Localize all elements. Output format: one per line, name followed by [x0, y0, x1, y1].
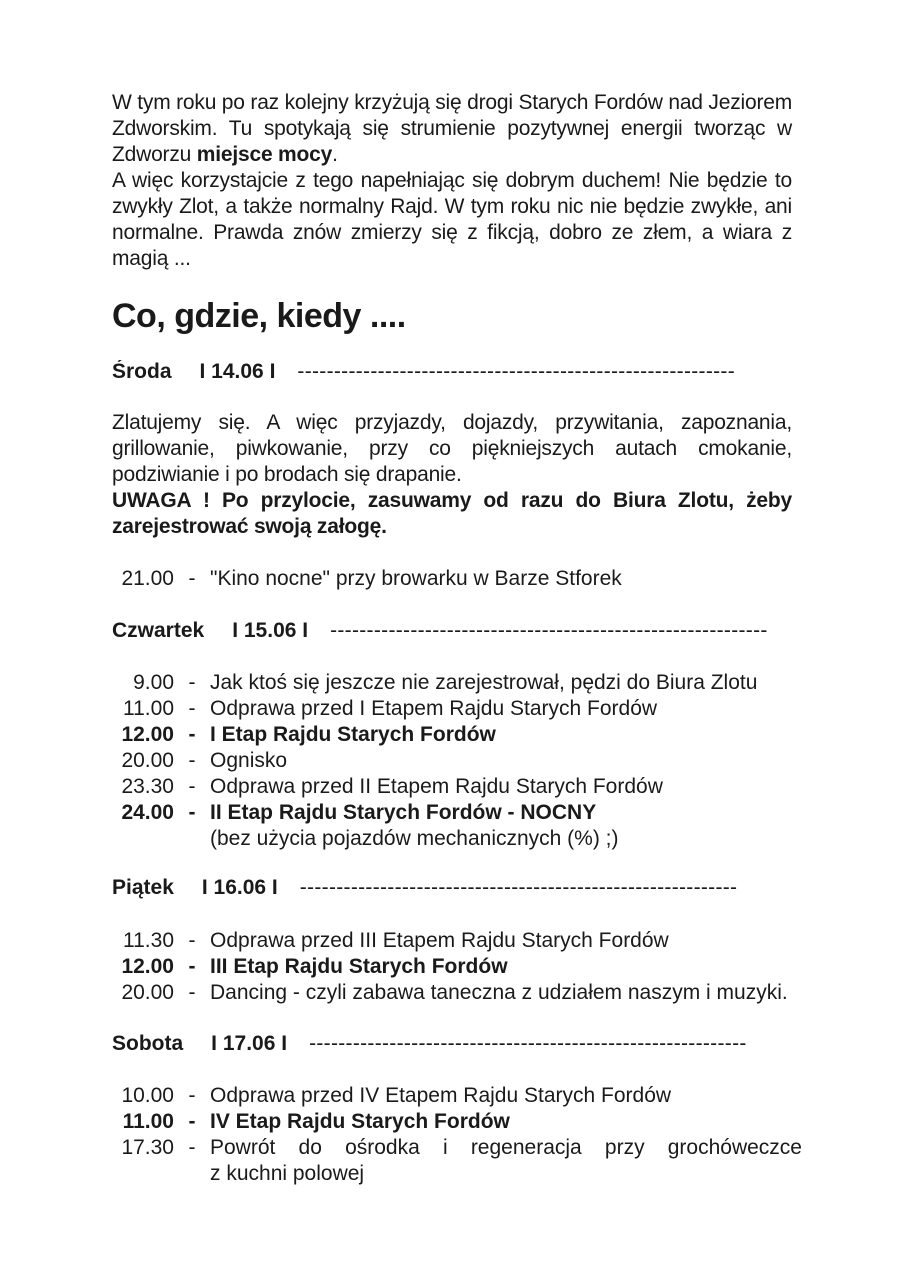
- dash-separator: ------------------------------------------------------------: [297, 360, 735, 383]
- event-separator: -: [188, 981, 196, 1004]
- day-name: Czwartek: [112, 619, 205, 642]
- event-text: Odprawa przed IV Etapem Rajdu Starych Fordów: [210, 1084, 672, 1107]
- schedule-row: [112, 670, 802, 696]
- schedule-row: [112, 748, 802, 774]
- event-text: "Kino nocne" przy browarku w Barze Stforek: [210, 567, 622, 590]
- intro-paragraph-1-end: .: [332, 143, 338, 166]
- event-separator: -: [188, 1136, 196, 1159]
- event-separator: -: [188, 929, 196, 952]
- event-time: 11.30: [123, 929, 174, 952]
- event-separator: -: [188, 723, 196, 746]
- schedule-row: [112, 774, 802, 800]
- schedule-czwartek: [112, 670, 802, 852]
- day-name: Środa: [112, 360, 172, 383]
- day-name: Sobota: [112, 1032, 184, 1055]
- event-text: III Etap Rajdu Starych Fordów: [210, 955, 508, 978]
- day-date: I 15.06 I: [232, 619, 309, 642]
- event-time: 17.30: [121, 1136, 174, 1159]
- event-separator: -: [188, 1110, 196, 1133]
- intro-section: [112, 90, 792, 272]
- event-separator: -: [188, 801, 196, 824]
- schedule-row-highlight: [112, 954, 802, 980]
- event-text: Odprawa przed II Etapem Rajdu Starych Fordów: [210, 775, 663, 798]
- event-separator: -: [188, 775, 196, 798]
- schedule-row: [112, 696, 802, 722]
- dash-separator: ------------------------------------------------------------: [330, 619, 768, 642]
- event-continuation: (bez użycia pojazdów mechanicznych (%) ;): [210, 827, 619, 850]
- event-separator: -: [188, 567, 196, 590]
- schedule-sobota: [112, 1083, 802, 1187]
- schedule-row: [112, 1135, 802, 1161]
- schedule-row-highlight: [112, 722, 802, 748]
- day-name: Piątek: [112, 876, 174, 899]
- intro-paragraph-2: A więc korzystajcie z tego napełniając się dobrym duchem! Nie będzie to zwykły Zlot, a także normalny Rajd. W tym roku nic nie będzie zwykłe, ani normalne. Prawda znów zmierzy się z fikcją, dobro ze złem, a wiara z magią ...: [112, 169, 792, 270]
- schedule-sroda: [112, 566, 802, 592]
- event-continuation: z kuchni polowej: [210, 1162, 365, 1185]
- schedule-row: [112, 980, 802, 1006]
- event-text: Ognisko: [210, 749, 288, 772]
- day-date: I 16.06 I: [201, 876, 278, 899]
- page-headline: Co, gdzie, kiedy ....: [112, 297, 406, 335]
- event-time: 10.00: [121, 1084, 174, 1107]
- schedule-row: [112, 1083, 802, 1109]
- schedule-row-highlight: [112, 800, 802, 826]
- event-text: I Etap Rajdu Starych Fordów: [210, 723, 496, 746]
- event-separator: -: [188, 749, 196, 772]
- event-text: II Etap Rajdu Starych Fordów - NOCNY: [210, 801, 597, 824]
- event-text: Powrót do ośrodka i regeneracja przy grochóweczce: [210, 1136, 802, 1159]
- day-date: I 17.06 I: [211, 1032, 288, 1055]
- event-time: 23.30: [121, 775, 174, 798]
- day-intro-sroda: [112, 410, 792, 540]
- day-intro-text: Zlatujemy się. A więc przyjazdy, dojazdy, przywitania, zapoznania, grillowanie, piwkowanie, przy co piękniejszych autach cmokanie, podziwianie i po brodach się drapanie.: [112, 411, 792, 486]
- event-text: Odprawa przed I Etapem Rajdu Starych Fordów: [210, 697, 658, 720]
- event-time: 11.00: [122, 1110, 174, 1133]
- schedule-row: [112, 566, 802, 592]
- event-separator: -: [188, 955, 196, 978]
- event-separator: -: [188, 697, 196, 720]
- day-date: I 14.06 I: [199, 360, 276, 383]
- event-time: 11.00: [123, 697, 174, 720]
- intro-paragraph-1: [112, 90, 792, 168]
- event-text: IV Etap Rajdu Starych Fordów: [210, 1110, 510, 1133]
- event-separator: -: [188, 671, 196, 694]
- event-text: Odprawa przed III Etapem Rajdu Starych Fordów: [210, 929, 669, 952]
- schedule-piatek: [112, 928, 802, 1006]
- event-time: 24.00: [121, 801, 174, 824]
- event-time: 20.00: [121, 749, 174, 772]
- day-header-sobota: [112, 1032, 792, 1058]
- event-text: Dancing - czyli zabawa taneczna z udziałem naszym i muzyki.: [210, 981, 788, 1004]
- event-separator: -: [188, 1084, 196, 1107]
- schedule-row-highlight: [112, 1109, 802, 1135]
- day-header-czwartek: [112, 619, 792, 645]
- dash-separator: ------------------------------------------------------------: [309, 1032, 747, 1055]
- event-time: 12.00: [121, 955, 174, 978]
- event-time: 9.00: [133, 671, 174, 694]
- warning-text: UWAGA ! Po przylocie, zasuwamy od razu do Biura Zlotu, żeby zarejestrować swoją załogę.: [112, 489, 792, 538]
- event-time: 12.00: [121, 723, 174, 746]
- schedule-row: [112, 928, 802, 954]
- event-time: 20.00: [121, 981, 174, 1004]
- day-header-sroda: [112, 360, 792, 386]
- intro-text: [112, 90, 792, 272]
- dash-separator: ------------------------------------------------------------: [299, 876, 738, 899]
- event-time: 21.00: [121, 567, 174, 590]
- intro-paragraph-1-text: W tym roku po raz kolejny krzyżują się drogi Starych Fordów nad Jeziorem Zdworskim. Tu spotykają się strumienie pozytywnej energii tworząc w Zdworzu: [112, 91, 793, 166]
- intro-bold-phrase: miejsce mocy: [196, 143, 333, 166]
- day-header-piatek: [112, 876, 792, 902]
- event-text: Jak ktoś się jeszcze nie zarejestrował, pędzi do Biura Zlotu: [210, 671, 758, 694]
